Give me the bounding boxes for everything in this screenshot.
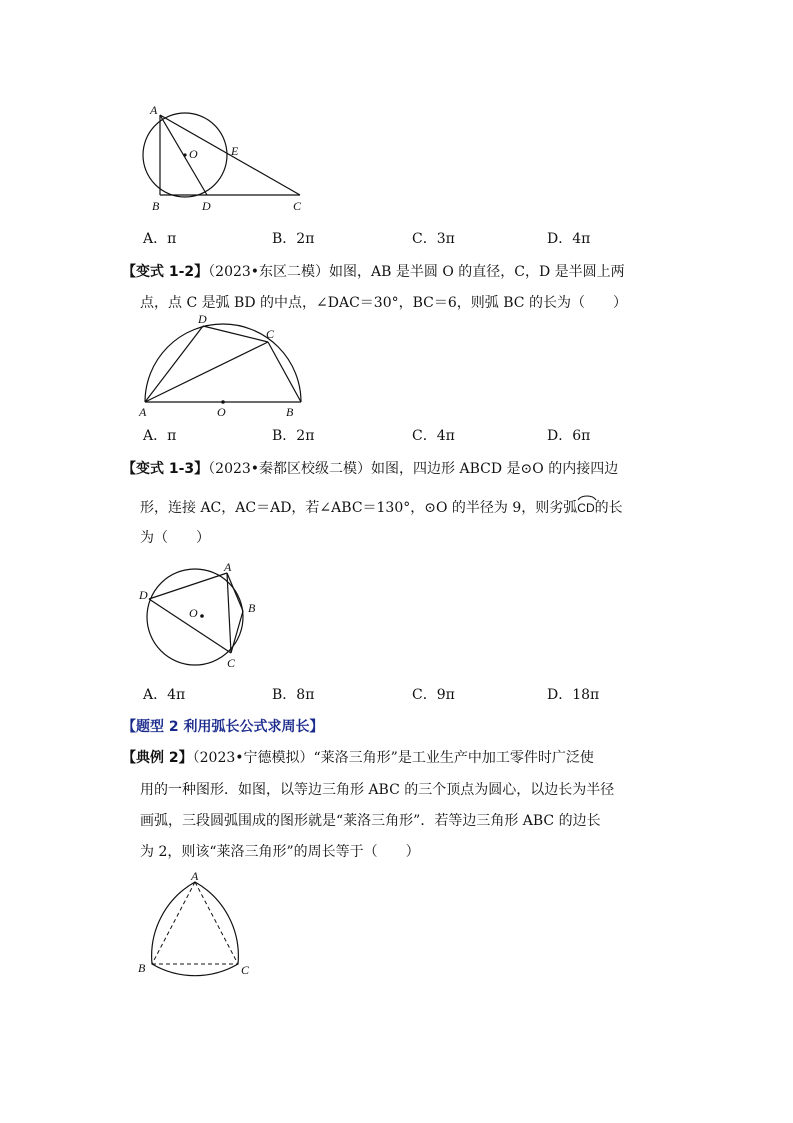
label-o: O: [189, 147, 198, 161]
arc-symbol-icon: [577, 493, 597, 501]
arc-cd-notation: [577, 495, 594, 517]
q1-2-option-a[interactable]: A．π: [143, 428, 177, 444]
label-b: B: [248, 601, 256, 615]
label-b: B: [152, 199, 160, 213]
q1-1-option-b[interactable]: B．2π: [272, 231, 315, 247]
label-c: C: [227, 656, 236, 670]
q1-3-option-c[interactable]: C．9π: [412, 687, 455, 703]
q1-2-option-c[interactable]: C．4π: [412, 428, 455, 444]
label-c: C: [293, 199, 302, 213]
label-b: B: [138, 961, 146, 975]
segment-dc: [203, 326, 268, 342]
q1-3-text2-end: 的长: [594, 500, 623, 516]
center-dot-o: [183, 153, 186, 156]
label-c: C: [266, 327, 275, 341]
example-2-line1: [122, 749, 594, 767]
label-c: C: [241, 963, 250, 977]
label-a: A: [139, 405, 147, 419]
label-b: B: [286, 405, 294, 419]
example-2-text1: （2023•宁德模拟）“莱洛三角形”是工业生产中加工零件时广泛使: [192, 750, 594, 766]
label-a: A: [150, 103, 158, 117]
segment-ac: [160, 115, 300, 195]
q1-3-line2: [140, 495, 623, 517]
example-2-line4: 为 2，则该“莱洛三角形”的周长等于（ ）: [140, 844, 420, 860]
example-2-line3: 画弧，三段圆弧围成的图形就是“莱洛三角形”．若等边三角形 ABC 的边长: [140, 813, 601, 829]
q1-3-option-b[interactable]: B．8π: [272, 687, 315, 703]
q1-3-line1: [122, 460, 618, 478]
q1-1-option-d[interactable]: D．4π: [547, 231, 591, 247]
segment-cb: [268, 342, 301, 402]
center-dot-o: [221, 400, 225, 404]
q1-3-line3: 为（ ）: [140, 530, 210, 546]
q1-3-option-d[interactable]: D．18π: [547, 687, 600, 703]
q1-3-option-a[interactable]: A．4π: [143, 687, 186, 703]
label-d: D: [198, 312, 207, 326]
center-dot-o: [200, 614, 204, 618]
q1-3-text2: 形，连接 AC，AC＝AD，若∠ABC＝130°，⊙O 的半径为 9，则劣弧: [140, 500, 578, 516]
q1-2-line2: 点，点 C 是弧 BD 的中点，∠DAC＝30°，BC＝6，则弧 BC 的长为（ ）: [140, 295, 627, 311]
figure-reuleaux-triangle: [135, 868, 260, 980]
label-o: O: [189, 606, 198, 620]
label-e: E: [231, 144, 239, 158]
figure-1-circle-tangent: [135, 100, 315, 215]
figure-q1-2-semicircle: [135, 310, 315, 422]
q1-2-line1: [122, 263, 625, 281]
arc-label: CD: [577, 501, 595, 515]
label-a: A: [191, 869, 199, 883]
q1-2-tag: 【变式 1-2】: [122, 264, 209, 280]
q1-3-text1: （2023•秦都区校级二模）如图，四边形 ABCD 是⊙O 的内接四边: [208, 461, 619, 477]
example-2-line2: 用的一种图形．如图，以等边三角形 ABC 的三个顶点为圆心，以边长为半径: [140, 782, 615, 798]
label-d: D: [202, 199, 211, 213]
figure-q1-3-inscribed-quad: [135, 557, 265, 677]
segment-ab: [227, 573, 243, 611]
label-a: A: [224, 560, 232, 574]
q1-1-option-c[interactable]: C．3π: [412, 231, 455, 247]
segment-ad: [145, 326, 203, 402]
q1-2-option-d[interactable]: D．6π: [547, 428, 591, 444]
q1-1-option-a[interactable]: A．π: [143, 231, 177, 247]
q1-3-tag: 【变式 1-3】: [122, 461, 209, 477]
q1-2-text1: （2023•东区二模）如图，AB 是半圆 O 的直径，C，D 是半圆上两: [208, 264, 625, 280]
label-o: O: [217, 405, 226, 419]
example-2-tag: 【典例 2】: [122, 750, 193, 766]
section-2-heading: 【题型 2 利用弧长公式求周长】: [122, 719, 324, 735]
label-d: D: [139, 588, 148, 602]
segment-da: [149, 573, 227, 599]
reuleaux-outline: [152, 882, 239, 976]
q1-2-option-b[interactable]: B．2π: [272, 428, 315, 444]
